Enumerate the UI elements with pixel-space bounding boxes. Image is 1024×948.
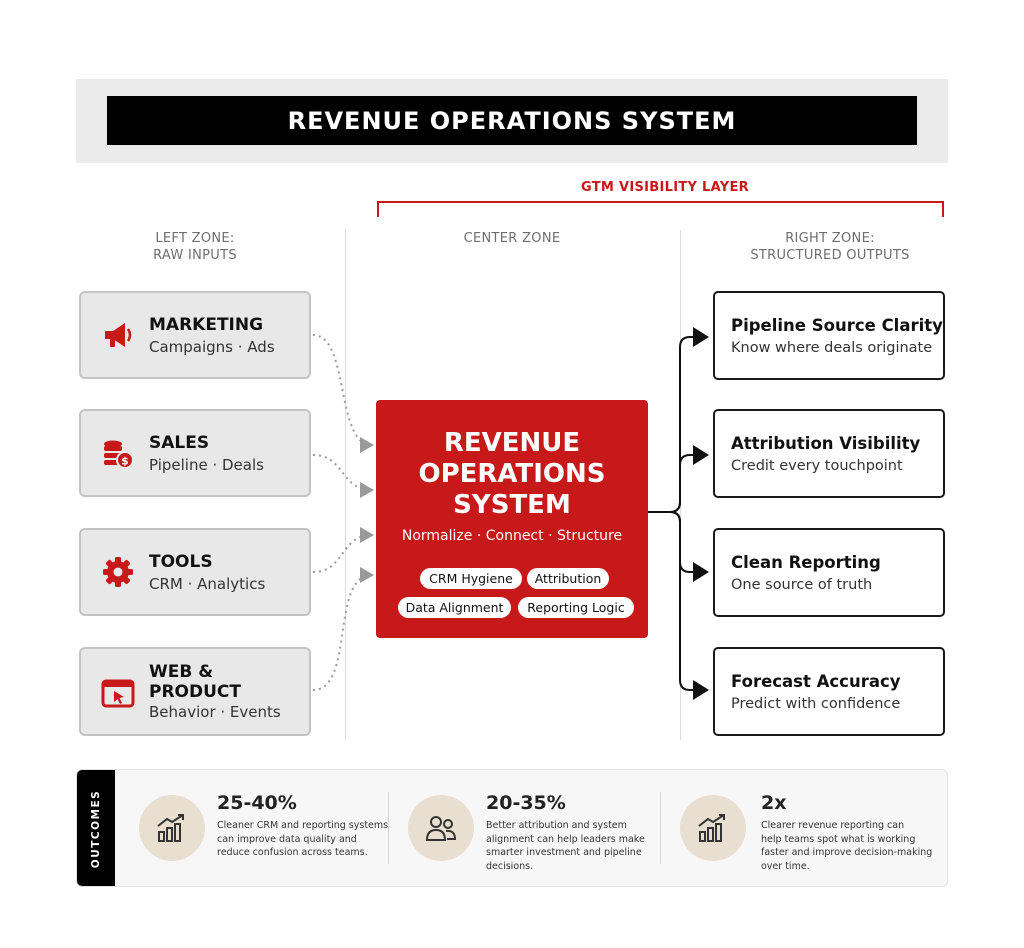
stat-value: 2x [761,792,787,814]
input-subtitle: Behavior · Events [149,703,281,721]
stat-description-line: reduce confusion across teams. [217,847,368,858]
coins-dollar-icon [101,436,135,470]
gtm-layer-label: GTM VISIBILITY LAYER [581,180,749,195]
stat-value: 25-40% [217,792,297,814]
stat-description-line: faster and improve decision-making [761,847,933,858]
output-card-reporting [713,528,945,617]
input-title: MARKETING [149,315,264,335]
core-title-line: OPERATIONS [418,459,606,489]
stat-description-line: Better attribution and system [486,820,627,831]
pill-attribution: Attribution [527,568,609,589]
input-title: TOOLS [149,552,213,572]
svg-text:$: $ [121,454,129,468]
input-subtitle: Campaigns · Ads [149,338,275,356]
pill-crm-hygiene: CRM Hygiene [420,568,522,589]
stat-description-line: Cleaner CRM and reporting systems [217,820,389,831]
stat-description-line: help teams spot what is working [761,833,916,845]
growth-chart-icon [680,795,746,861]
connector-marketing [313,335,372,445]
pill-data-alignment: Data Alignment [398,597,511,618]
center-zone-title: CENTER ZONE [463,231,561,246]
connector-tools [313,535,372,572]
connector-sales [313,455,372,490]
core-title-line: SYSTEM [453,490,571,520]
megaphone-icon [101,318,135,352]
output-card-pipeline [713,291,945,380]
pill-reporting-logic: Reporting Logic [518,597,634,618]
stat-value: 20-35% [486,792,566,814]
people-icon [408,795,474,861]
outcomes-label: OUTCOMES [90,789,102,869]
input-card-web-product [79,647,311,736]
connector-web-product [313,575,372,690]
browser-cursor-icon [101,677,135,711]
stat-description-line: can improve data quality and [217,833,357,845]
output-card-attribution [713,409,945,498]
stat-description [486,819,658,873]
output-subtitle: Credit every touchpoint [731,458,903,474]
stat-divider [388,792,389,864]
core-system-box [376,400,648,638]
output-title: Forecast Accuracy [731,672,901,691]
left-zone-subtitle: RAW INPUTS [153,248,237,263]
growth-chart-icon [139,795,205,861]
stat-description-line: alignment can help leaders make [486,833,645,845]
input-card-tools [79,528,311,616]
core-subtitle: Normalize · Connect · Structure [401,528,623,544]
stat-description [761,819,941,873]
left-zone-title: LEFT ZONE: [155,231,235,246]
stat-description-line: Clearer revenue reporting can [761,820,905,831]
output-title: Pipeline Source Clarity [731,316,943,335]
output-title: Attribution Visibility [731,434,921,453]
input-title-line2: PRODUCT [149,682,241,702]
input-card-marketing [79,291,311,379]
page-title: REVENUE OPERATIONS SYSTEM [287,106,737,135]
output-subtitle: One source of truth [731,577,873,593]
stat-description-line: decisions. [486,860,534,872]
right-zone-title: RIGHT ZONE: [785,231,875,246]
core-title-line: REVENUE [443,428,581,458]
stat-description-line: over time. [761,860,810,872]
connector-attribution [648,455,707,512]
output-subtitle: Know where deals originate [731,340,933,356]
outcomes-tab [77,770,115,887]
input-subtitle: Pipeline · Deals [149,456,264,474]
input-title: WEB & [149,662,214,682]
input-card-sales [79,409,311,497]
outcomes-panel [76,769,948,887]
stat-description [217,819,397,860]
output-subtitle: Predict with confidence [731,696,901,712]
right-zone-subtitle: STRUCTURED OUTPUTS [750,248,910,263]
gear-icon [101,555,135,589]
connector-forecast [648,512,707,690]
input-title: SALES [149,433,210,453]
connector-core-trunk [648,337,707,512]
core-title [376,428,648,521]
stat-description-line: smarter investment and pipeline [486,847,642,858]
input-subtitle: CRM · Analytics [149,575,266,593]
stat-divider [660,792,661,864]
connector-reporting [648,512,707,572]
output-card-forecast [713,647,945,736]
output-title: Clean Reporting [731,553,881,572]
